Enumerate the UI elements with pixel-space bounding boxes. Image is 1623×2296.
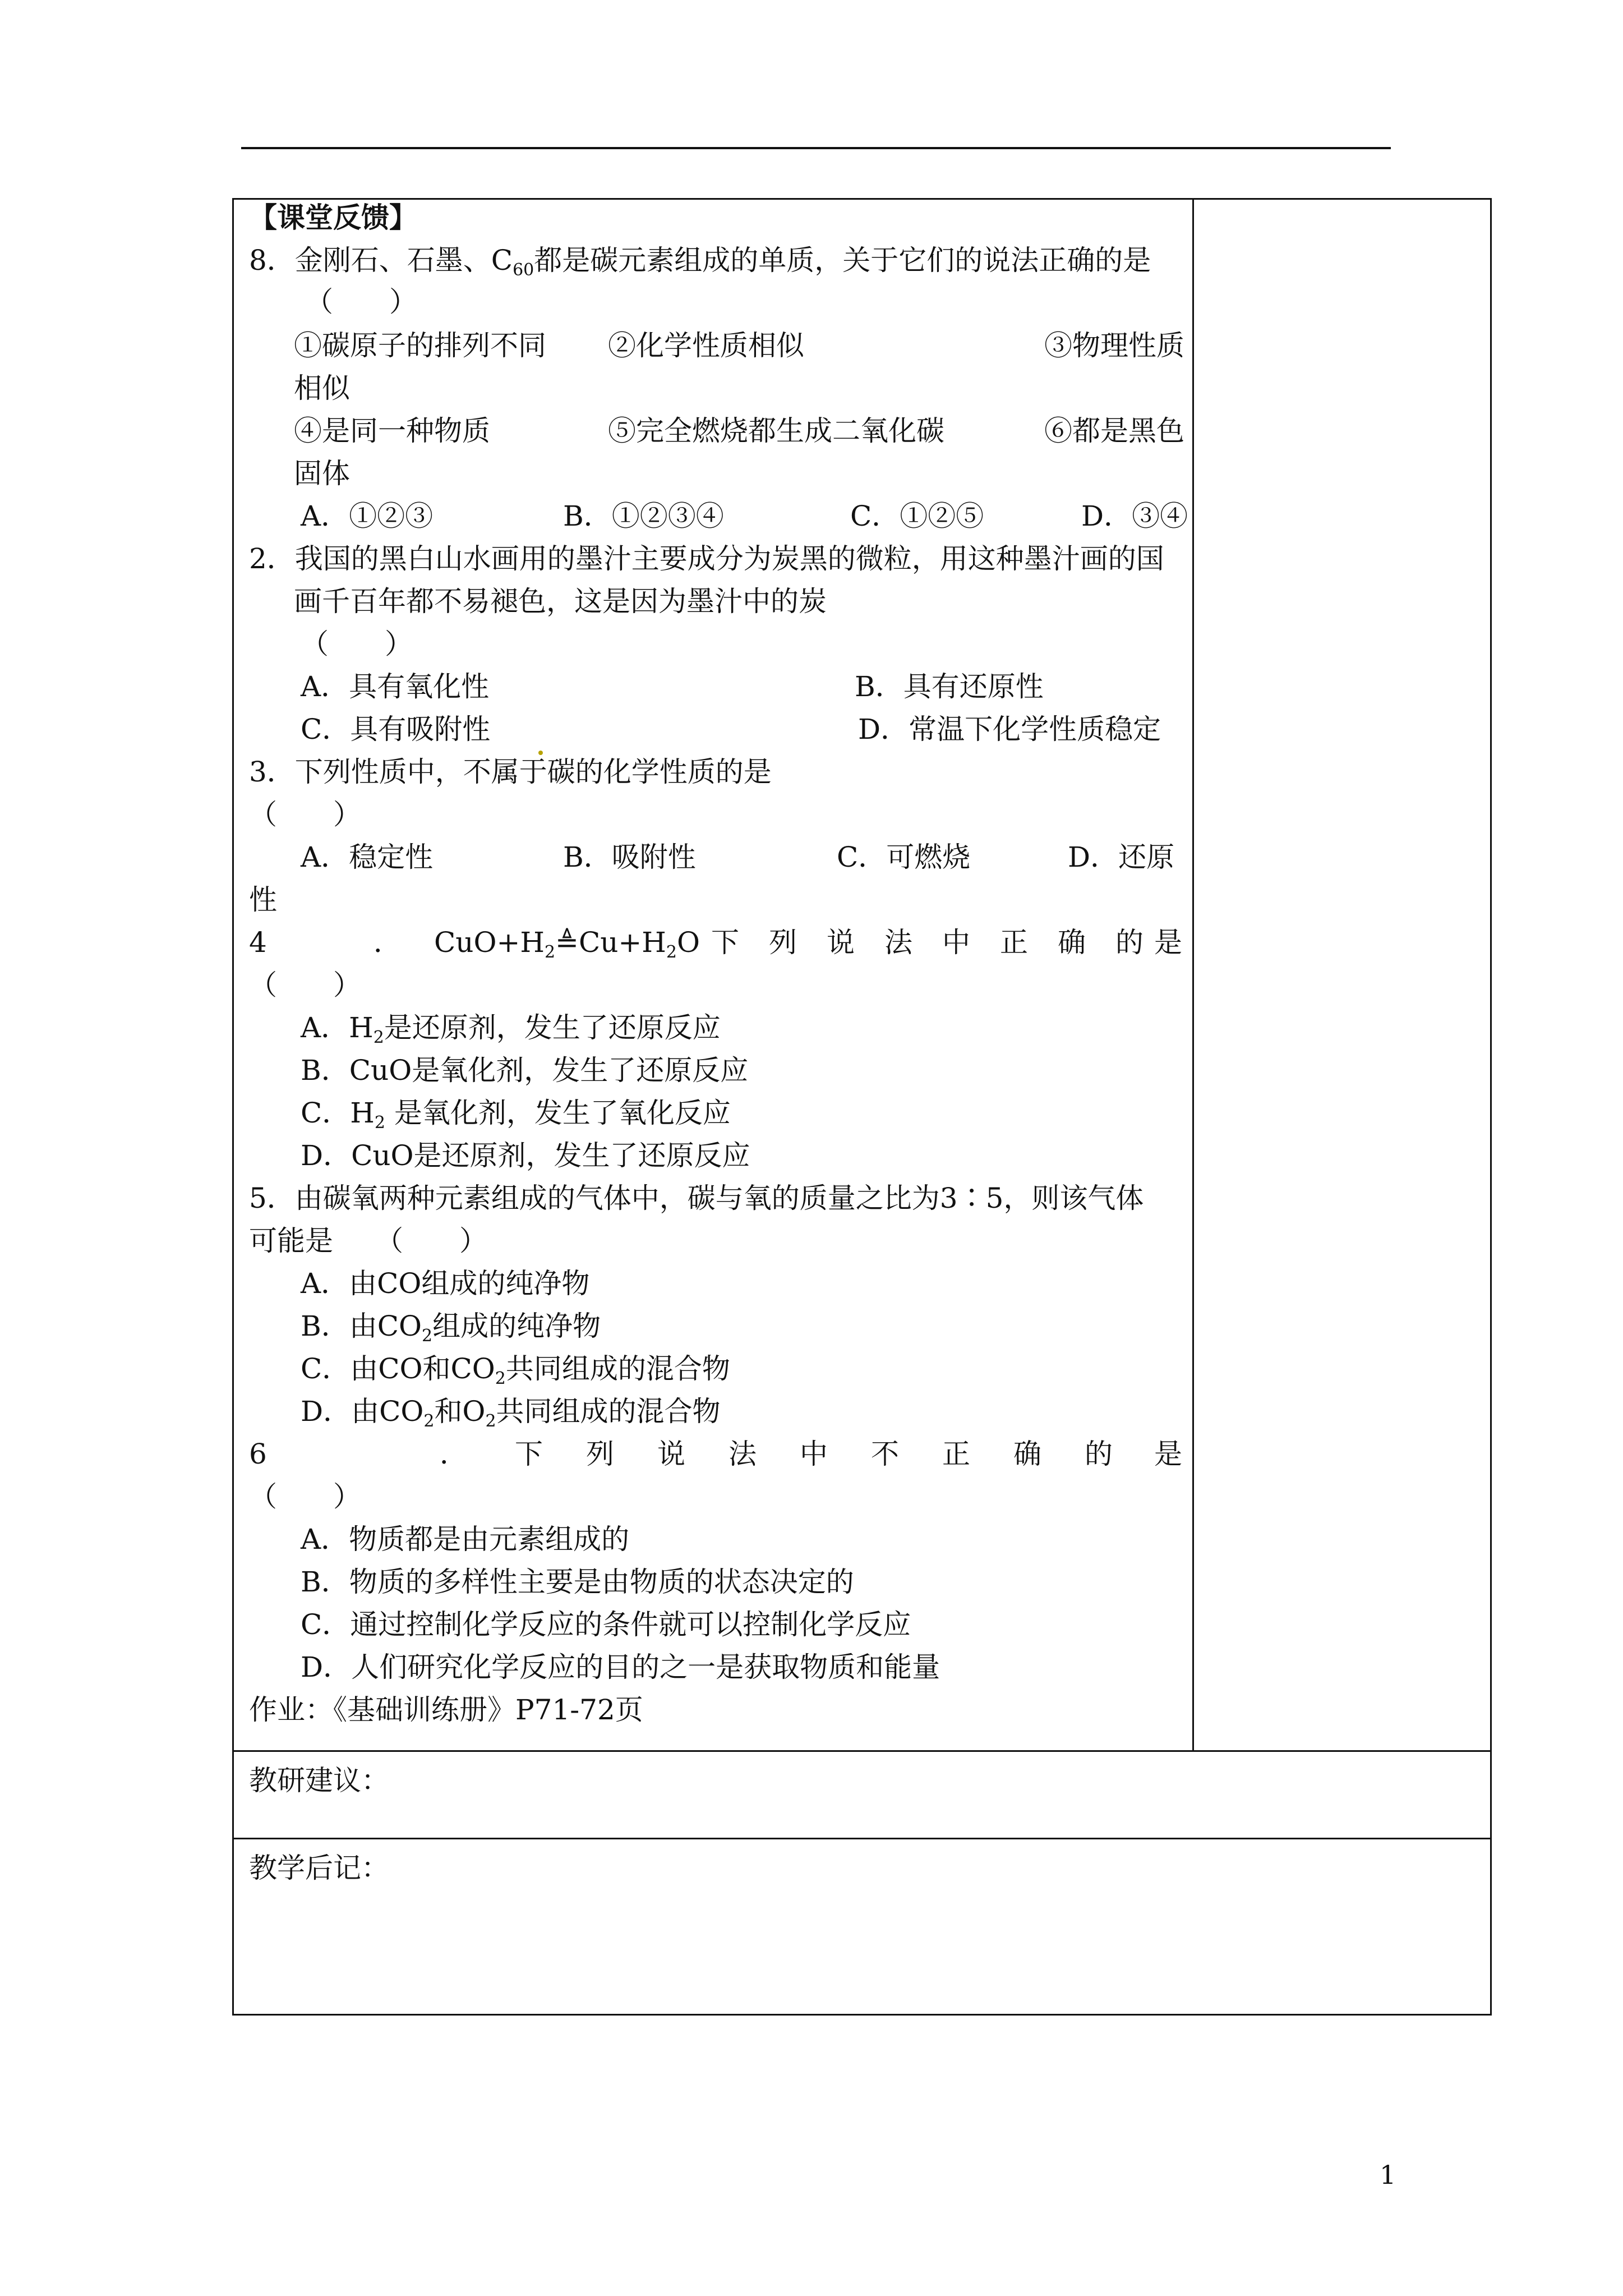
q3-option-d: D．还原 [1068, 841, 1175, 873]
q1-statement-2: ②化学性质相似 [608, 329, 804, 362]
q3-stem: 3．下列性质中，不属于碳的化学性质的是 [249, 756, 772, 788]
q6-paren: （ ） [249, 1480, 361, 1513]
q1-statement-3-cont: 相似 [294, 372, 350, 404]
q3-option-a: A．稳定性 [301, 841, 434, 873]
q6-number: 6 [249, 1438, 267, 1470]
section-title: 【课堂反馈】 [249, 201, 417, 234]
q1-stem: 8．金刚石、石墨、$C_{60}$都是碳元素组成的单质，关于它们的说法正确的是 [249, 244, 1151, 280]
q6-option-a: A．物质都是由元素组成的 [301, 1523, 630, 1556]
q5-option-a: A．由CO组成的纯净物 [301, 1267, 590, 1300]
q4-option-b: B．CuO是氧化剂，发生了还原反应 [301, 1054, 749, 1087]
q6-stem-char: 中 [800, 1438, 828, 1470]
q2-option-a: A．具有氧化性 [301, 670, 490, 703]
q4-stem-char: 说 [827, 926, 855, 959]
q4-paren: （ ） [249, 969, 361, 1001]
q6-stem-char: 的 [1085, 1438, 1113, 1470]
q6-stem-char: 下 [515, 1438, 543, 1470]
q4-option-d: D．CuO是还原剂，发生了还原反应 [301, 1139, 750, 1172]
q1-option-a: A．①②③ [301, 500, 434, 532]
q6-option-c: C．通过控制化学反应的条件就可以控制化学反应 [301, 1608, 911, 1641]
q2-option-c: C．具有吸附性 [301, 713, 491, 746]
q1-statement-6: ⑥都是黑色 [1044, 415, 1184, 447]
q2-stem-line2: 画千百年都不易褪色，这是因为墨汁中的炭 [294, 585, 827, 618]
q6-stem-char: 法 [728, 1438, 757, 1470]
q6-stem-char: 正 [942, 1438, 970, 1470]
q4-stem-char: 列 [769, 926, 797, 959]
q1-statement-3: ③物理性质 [1044, 329, 1184, 362]
q2-paren: （ ） [301, 628, 413, 660]
q4-stem-char: 是 [1154, 926, 1182, 959]
q4-number: 4 [249, 926, 267, 959]
q4-stem-char: 中 [942, 926, 970, 959]
q1-option-d: D．③④ [1081, 500, 1188, 532]
q4-option-c: C．$H_2$ 是氧化剂，发生了氧化反应 [301, 1097, 731, 1133]
q2-stem-line1: 2．我国的黑白山水画用的墨汁主要成分为炭黑的微粒，用这种墨汁画的国 [249, 542, 1164, 575]
q6-stem-char: 确 [1013, 1438, 1041, 1470]
lesson-table-side-column [1192, 198, 1194, 1752]
q4-stem-char: 的 [1115, 926, 1144, 959]
q5-option-b: B．由$CO_2$组成的纯净物 [301, 1310, 601, 1346]
q3-paren: （ ） [249, 798, 361, 831]
q1-statement-4: ④是同一种物质 [294, 415, 490, 447]
q2-option-b: B．具有还原性 [855, 670, 1044, 703]
q3-option-d-cont: 性 [249, 884, 277, 916]
notes-label: 教学后记： [249, 1852, 389, 1884]
q1-statement-1: ①碳原子的排列不同 [294, 329, 546, 362]
q6-stem-char: 列 [586, 1438, 614, 1470]
q4-stem-char: 法 [884, 926, 912, 959]
q6-stem-char: 是 [1154, 1438, 1182, 1470]
q5-option-d: D．由$CO_2$和$O_2$共同组成的混合物 [301, 1395, 721, 1431]
q1-statement-6-cont: 固体 [294, 457, 350, 490]
advice-label: 教研建议： [249, 1764, 389, 1797]
q1-option-c: C．①②⑤ [850, 500, 984, 532]
q3-option-c: C．可燃烧 [837, 841, 971, 873]
header-rule [241, 147, 1391, 149]
advice-cell [232, 1750, 1492, 1839]
q4-equation: $CuO+H_2≜Cu+H_2O$ [434, 926, 700, 962]
q6-option-b: B．物质的多样性主要是由物质的状态决定的 [301, 1566, 854, 1598]
q4-stem-char: 确 [1058, 926, 1086, 959]
q4-stem-char: 正 [1000, 926, 1028, 959]
page-number: 1 [1380, 2160, 1396, 2190]
q3-option-b: B．吸附性 [563, 841, 696, 873]
q5-option-c: C．由CO和$CO_2$共同组成的混合物 [301, 1352, 730, 1388]
q1-paren: （ ） [305, 286, 417, 318]
q6-option-d: D．人们研究化学反应的目的之一是获取物质和能量 [301, 1651, 940, 1683]
homework-line: 作业：《基础训练册》P71-72页 [249, 1694, 643, 1726]
stray-mark [538, 751, 543, 755]
q5-stem-line2: 可能是 （ ） [249, 1225, 487, 1257]
q6-dot: ． [440, 1438, 468, 1470]
q6-stem-char: 说 [657, 1438, 685, 1470]
q1-option-b: B．①②③④ [563, 500, 724, 532]
q4-dot: ． [374, 926, 402, 959]
q4-stem-char: 下 [711, 926, 739, 959]
q1-statement-5: ⑤完全燃烧都生成二氧化碳 [608, 415, 944, 447]
q6-stem-char: 不 [871, 1438, 899, 1470]
q2-option-d: D．常温下化学性质稳定 [858, 713, 1161, 746]
q5-stem-line1: 5．由碳氧两种元素组成的气体中，碳与氧的质量之比为3∶5，则该气体 [249, 1182, 1144, 1214]
q4-option-a: A．$H_2$是还原剂，发生了还原反应 [301, 1011, 721, 1047]
notes-cell [232, 1838, 1492, 2016]
